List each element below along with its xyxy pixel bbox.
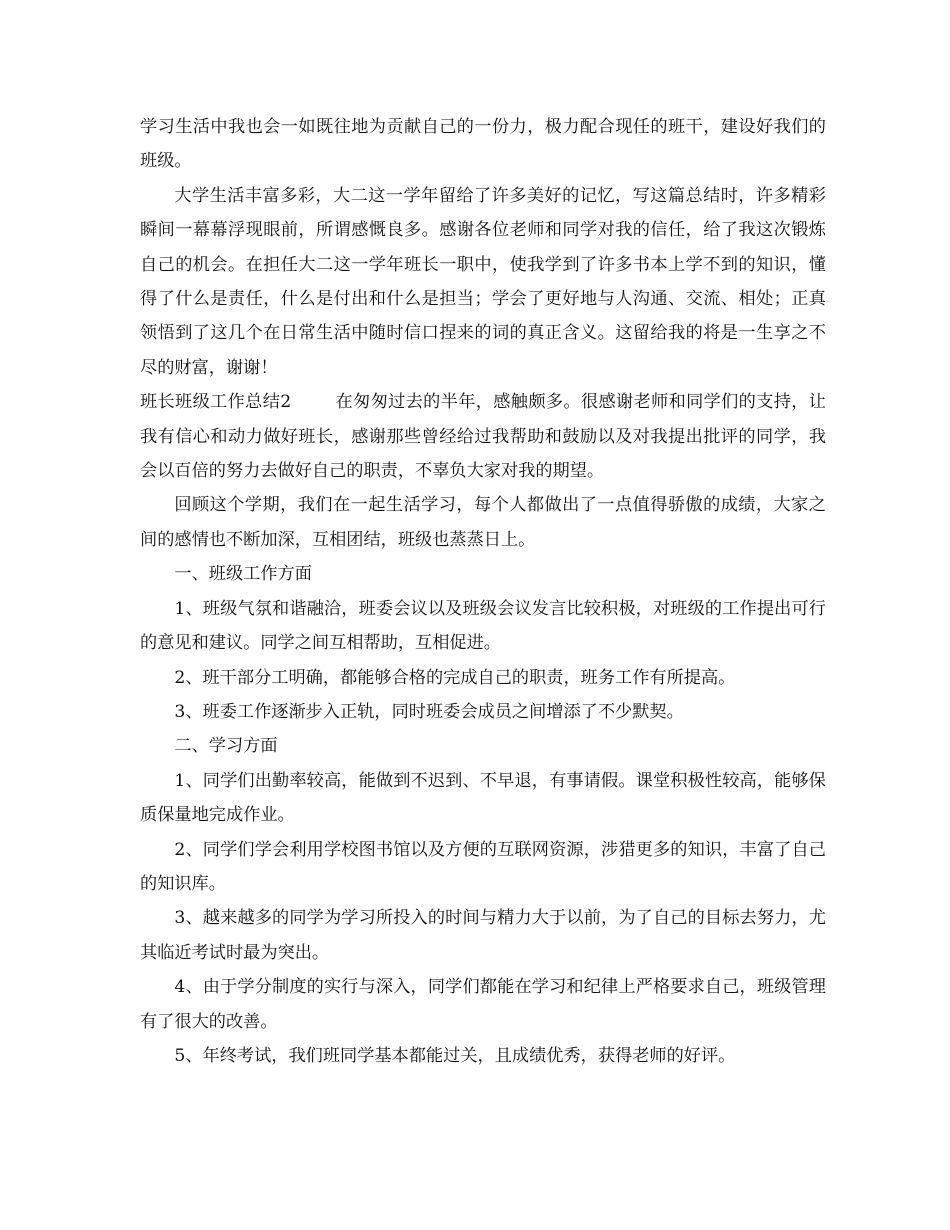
section-intro: 在匆匆过去的半年，感触颇多。很感谢老师和同学们的支持，让我有信心和动力做好班长，感谢那些曾经给过我帮助和鼓励以及对我提出批评的同学，我会以百倍的努力去做好自己的职责，不辜负大家对我的期望。 bbox=[140, 392, 826, 482]
subheading-study: 二、学习方面 bbox=[174, 736, 278, 757]
list-item-study-3: 3、越来越多的同学为学习所投入的时间与精力大于以前，为了自己的目标去努力，尤其临近考试时最为突出。 bbox=[140, 908, 826, 963]
list-item-class-work-2: 2、班干部分工明确，都能够合格的完成自己的职责，班务工作有所提高。 bbox=[174, 667, 736, 688]
list-item-study-1: 1、同学们出勤率较高，能做到不迟到、不早退，有事请假。课堂积极性较高，能够保质保量地完成作业。 bbox=[140, 770, 826, 826]
paragraph-review: 回顾这个学期，我们在一起生活学习，每个人都做出了一点值得骄傲的成绩，大家之间的感情也不断加深，互相团结，班级也蒸蒸日上。 bbox=[140, 495, 826, 550]
section-heading-paragraph bbox=[140, 385, 826, 488]
list-item-class-work-3: 3、班委工作逐渐步入正轨，同时班委会成员之间增添了不少默契。 bbox=[174, 701, 684, 722]
paragraph-reflection: 大学生活丰富多彩，大二这一学年留给了许多美好的记忆，写这篇总结时，许多精彩瞬间一幕幕浮现眼前，所谓感慨良多。感谢各位老师和同学对我的信任，给了我这次锻炼自己的机会。在担任大二这一学年班长一职中，使我学到了许多书本上学不到的知识，懂得了什么是责任，什么是付出和什么是担当；学会了更好地与人沟通、交流、相处；正真领悟到了这几个在日常生活中随时信口捏来的词的真正含义。这留给我的将是一生享之不尽的财富，谢谢！ bbox=[140, 185, 826, 378]
list-item-study-4: 4、由于学分制度的实行与深入，同学们都能在学习和纪律上严格要求自己，班级管理有了很大的改善。 bbox=[140, 977, 826, 1032]
list-item-class-work-1: 1、班级气氛和谐融洽，班委会议以及班级会议发言比较积极，对班级的工作提出可行的意见和建议。同学之间互相帮助，互相促进。 bbox=[140, 598, 826, 654]
document-body bbox=[140, 110, 826, 1073]
section-title: 班长班级工作总结2 bbox=[140, 392, 292, 413]
list-item-study-2: 2、同学们学会利用学校图书馆以及方便的互联网资源，涉猎更多的知识，丰富了自己的知识库。 bbox=[140, 839, 826, 894]
subheading-class-work: 一、班级工作方面 bbox=[174, 564, 312, 585]
list-item-study-5: 5、年终考试，我们班同学基本都能过关，且成绩优秀，获得老师的好评。 bbox=[174, 1045, 736, 1066]
paragraph-continuation: 学习生活中我也会一如既往地为贡献自己的一份力，极力配合现任的班干，建设好我们的班级。 bbox=[140, 117, 826, 172]
